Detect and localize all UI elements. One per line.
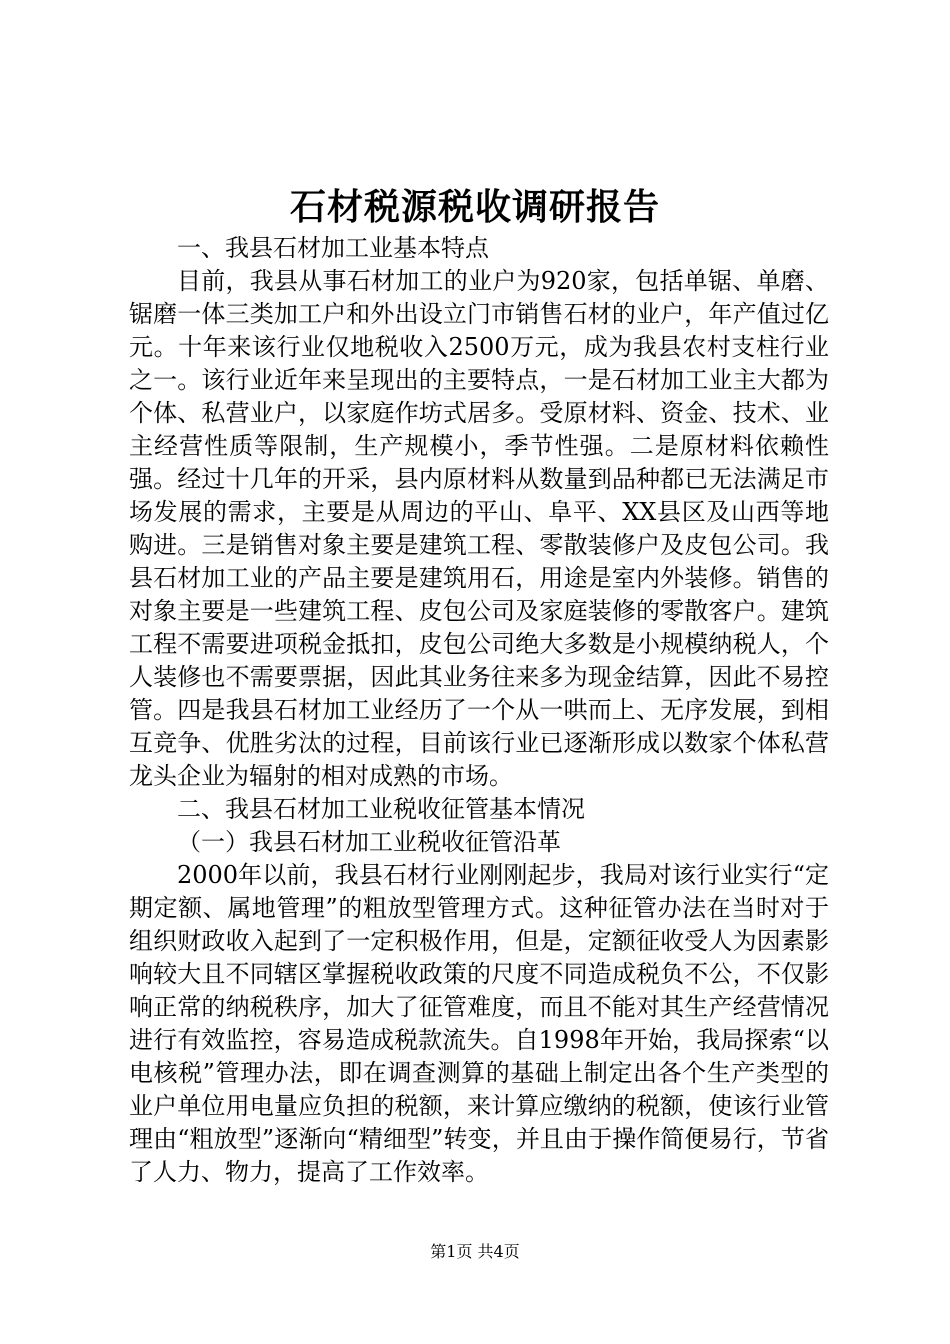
- section-heading: 二、我县石材加工业税收征管基本情况: [177, 795, 585, 823]
- document-title: 石材税源税收调研报告: [289, 186, 660, 228]
- page-footer: 第1页 共4页: [430, 1242, 520, 1261]
- document-body: [129, 232, 829, 1189]
- body-paragraph: 2000年以前，我县石材行业刚刚起步，我局对该行业实行“定期定额、属地管理”的粗放型管理方式。这种征管办法在当时对于组织财政收入起到了一定积极作用，但是，定额征收受人为因素影响较大且不同辖区掌握税收政策的尺度不同造成税负不公，不仅影响正常的纳税秩序，加大了征管难度，而且不能对其生产经营情况进行有效监控，容易造成税款流失。自1998年开始，我局探索“以电核税”管理办法，即在调查测算的基础上制定出各个生产类型的业户单位用电量应负担的税额，来计算应缴纳的税额，使该行业管理由“粗放型”逐渐向“精细型”转变，并且由于操作简便易行，节省了人力、物力，提高了工作效率。: [129, 861, 829, 1186]
- body-paragraph: 目前，我县从事石材加工的业户为920家，包括单锯、单磨、锯磨一体三类加工户和外出设立门市销售石材的业户，年产值过亿元。十年来该行业仅地税收入2500万元，成为我县农村支柱行业之一。该行业近年来呈现出的主要特点，一是石材加工业主大都为个体、私营业户，以家庭作坊式居多。受原材料、资金、技术、业主经营性质等限制，生产规模小，季节性强。二是原材料依赖性强。经过十几年的开采，县内原材料从数量到品种都已无法满足市场发展的需求，主要是从周边的平山、阜平、XX县区及山西等地购进。三是销售对象主要是建筑工程、零散装修户及皮包公司。我县石材加工业的产品主要是建筑用石，用途是室内外装修。销售的对象主要是一些建筑工程、皮包公司及家庭装修的零散客户。建筑工程不需要进项税金抵扣，皮包公司绝大多数是小规模纳税人，个人装修也不需要票据，因此其业务往来多为现金结算，因此不易控管。四是我县石材加工业经历了一个从一哄而上、无序发展，到相互竞争、优胜劣汰的过程，目前该行业已逐渐形成以数家个体私营龙头企业为辐射的相对成熟的市场。: [129, 267, 829, 790]
- section-heading: 一、我县石材加工业基本特点: [177, 234, 489, 262]
- subsection-heading: （一）我县石材加工业税收征管沿革: [177, 828, 561, 856]
